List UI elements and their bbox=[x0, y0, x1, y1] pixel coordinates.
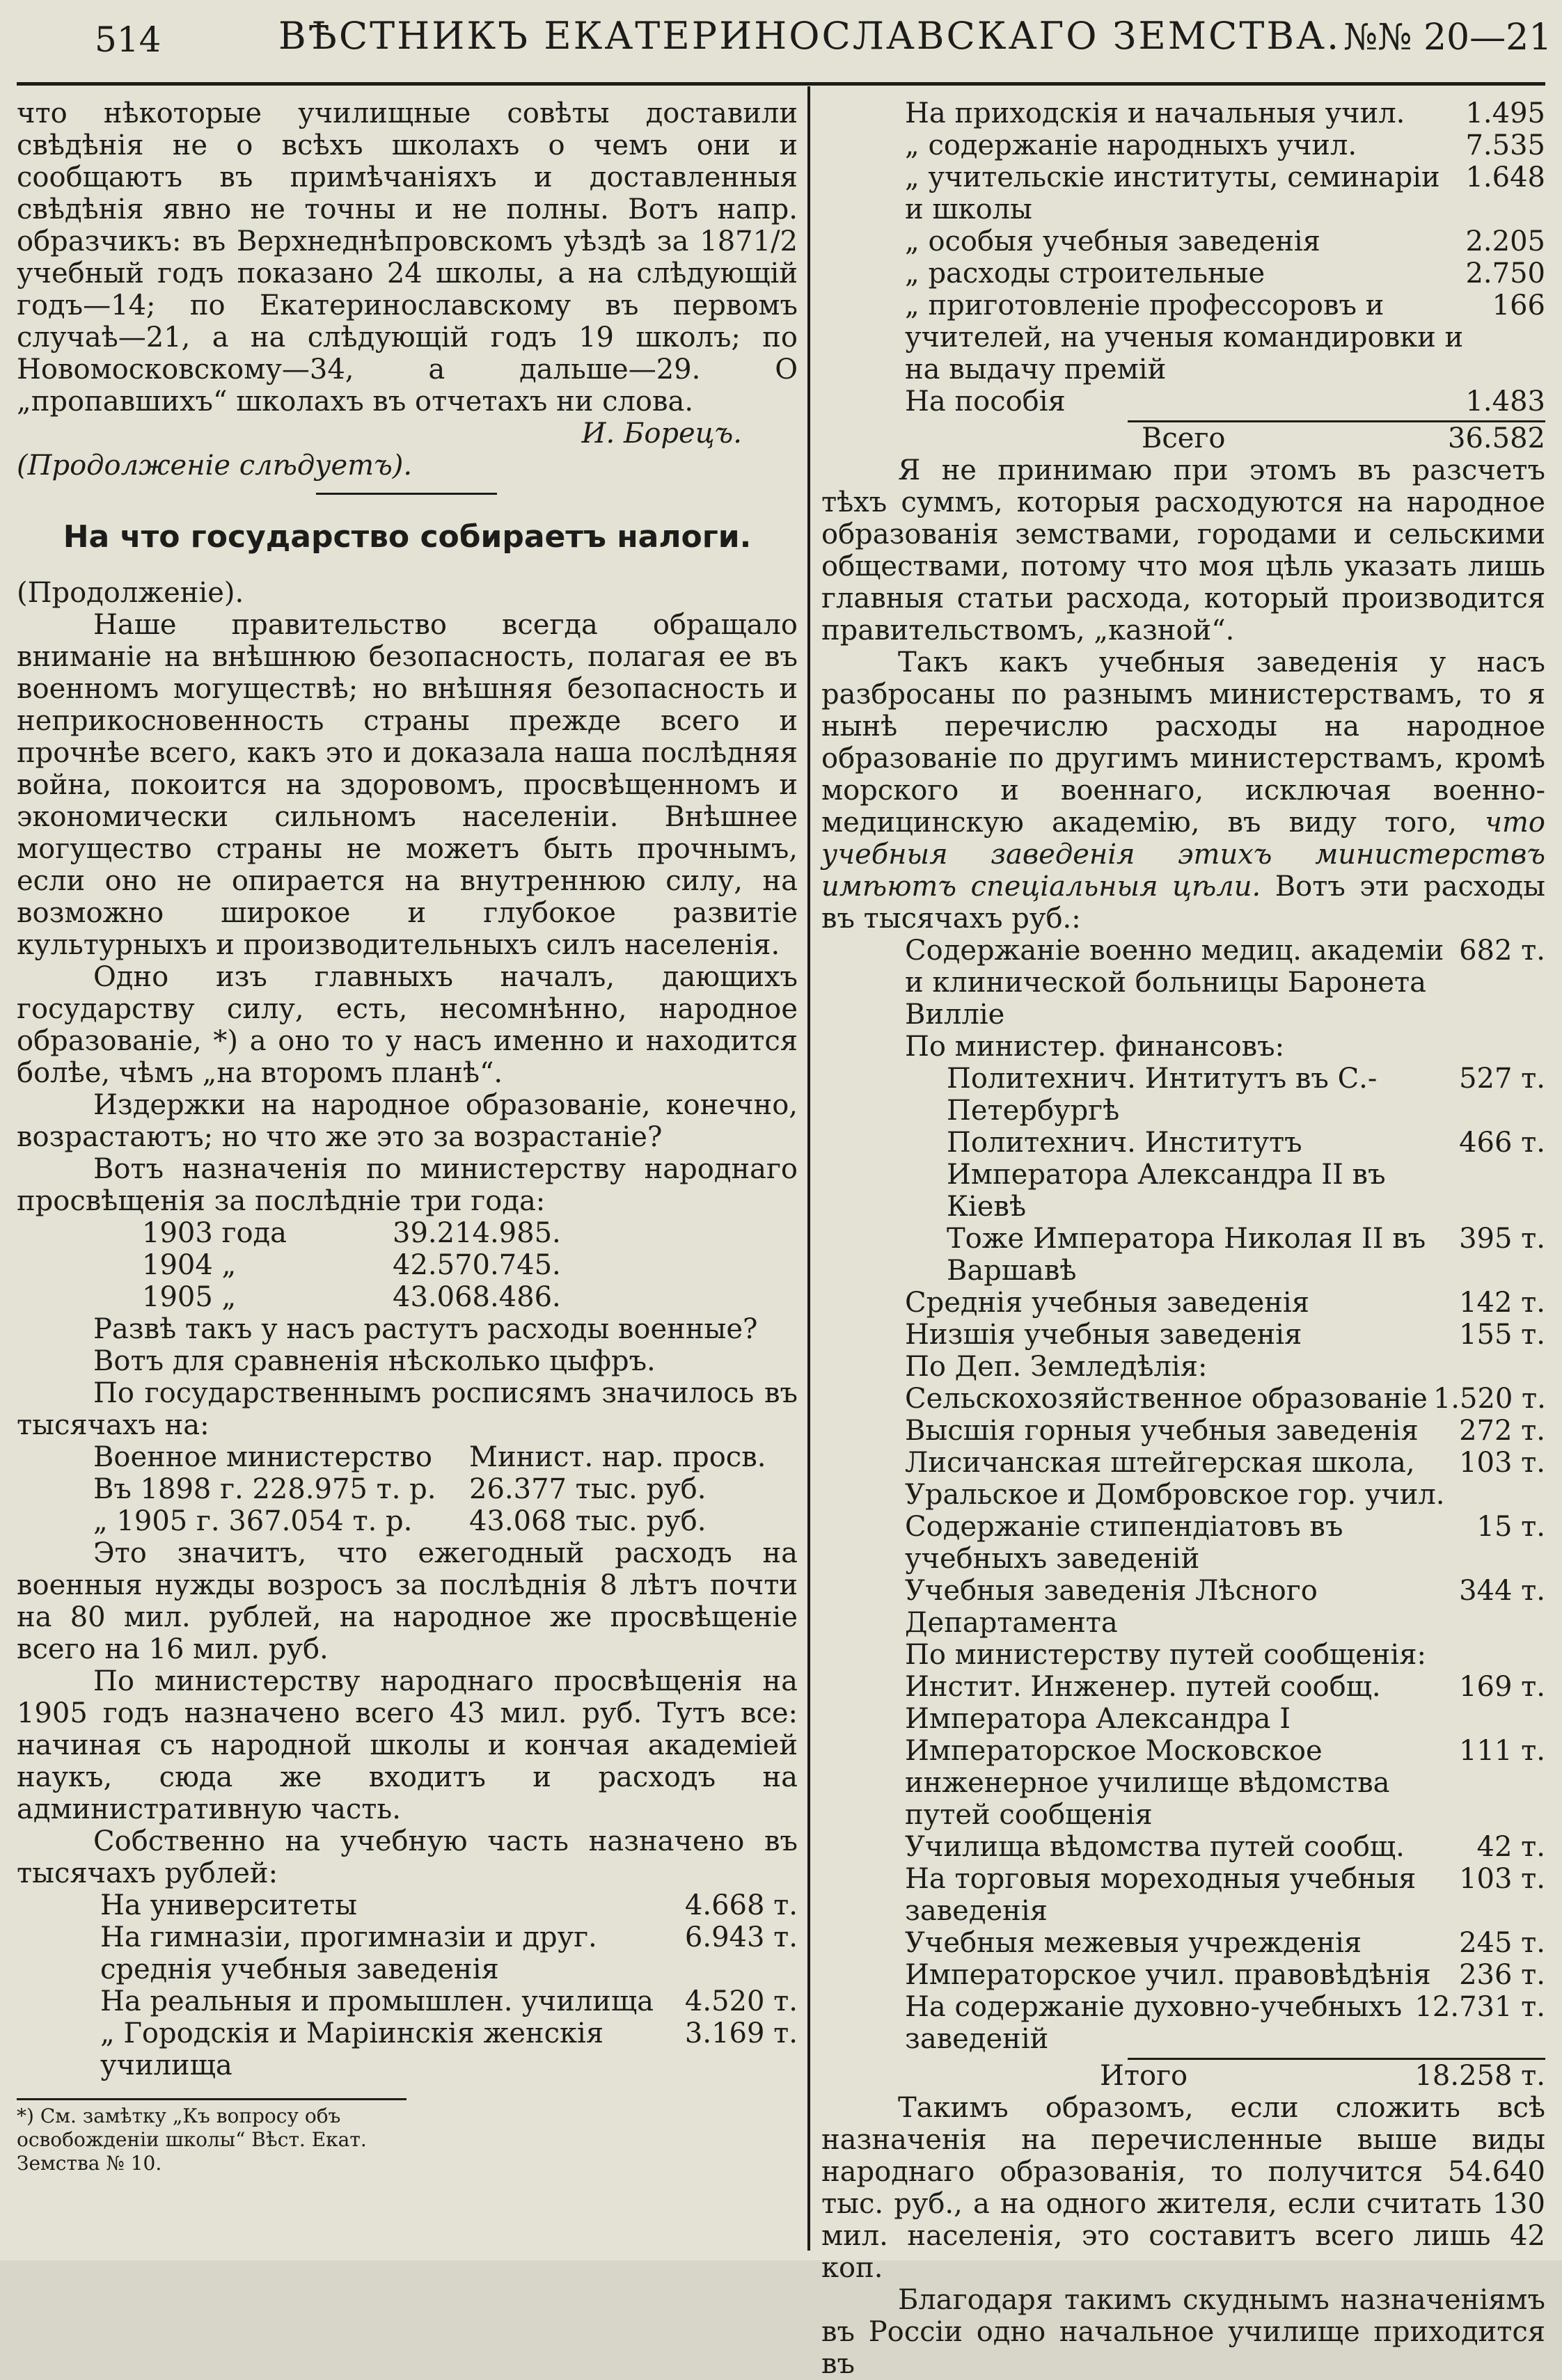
table-row: Въ 1898 г. 228.975 т. р. 26.377 тыс. руб. bbox=[93, 1473, 707, 1505]
paragraph: По государственнымъ росписямъ значилось въ тысячахъ на: bbox=[17, 1377, 798, 1441]
list-item: „ приготовленіе профессоровъ и учителей, на ученыя командировки и на выдачу премій 166 bbox=[905, 289, 1545, 386]
column-divider bbox=[807, 86, 810, 2251]
paragraph: По министерству народнаго просвѣщенія на 1905 годъ назначено всего 43 мил. руб. Тутъ все: начиная съ народной школы и кончая академiей наукъ, сюда же входитъ и расходъ на административную часть. bbox=[17, 1665, 798, 1825]
list-item: „ особыя учебныя заведенія 2.205 bbox=[905, 225, 1545, 257]
table-row: „ 1905 г. 367.054 т. р. 43.068 тыс. руб. bbox=[93, 1505, 707, 1537]
table-header: Военное министерство Минист. нар. просв. bbox=[93, 1441, 766, 1473]
article-subtitle: (Продолженіе). bbox=[17, 577, 244, 609]
list-heading: По Деп. Земледѣлія: bbox=[905, 1351, 1208, 1383]
author-signature: И. Борецъ. bbox=[581, 418, 742, 450]
list-item: На университеты 4.668 т. bbox=[100, 1889, 798, 1921]
list-item: Инстит. Инженер. путей сообщ. Императора Александра I 169 т. bbox=[905, 1671, 1545, 1735]
list-item: На реальныя и промышлен. училища 4.520 т. bbox=[100, 1985, 798, 2017]
article-title: На что государство собираетъ налоги. bbox=[63, 519, 752, 555]
comparison-table bbox=[17, 1441, 798, 1537]
short-rule bbox=[316, 493, 497, 495]
budget-list-continued bbox=[821, 97, 1545, 454]
paragraph: Собственно на учебную часть назначено въ тысячахъ рублей: bbox=[17, 1825, 798, 1889]
list-item: На гимназіи, прогимназіи и друг. среднія учебныя заведенія 6.943 т. bbox=[100, 1921, 798, 1985]
list-item: „ расходы строительные 2.750 bbox=[905, 257, 1545, 289]
intro-paragraph: что нѣкоторые училищные совѣты доставили свѣдѣнія не о всѣхъ школахъ о чемъ они и сообщаютъ въ примѣчаніяхъ и доставленныя свѣдѣнія явно не точны и не полны. Вотъ напр. образчикъ: въ Верхнеднѣпровскомъ уѣздѣ за 1871/2 учебный годъ показано 24 школы, а на слѣдующій годъ—14; по Екатеринославскому въ первомъ случаѣ—21, а на слѣдующій годъ 19 школъ; по Новомосковскому—34, а дальше—29. О „пропавшихъ“ школахъ въ отчетахъ ни слова. bbox=[17, 97, 798, 418]
paragraph: Я не принимаю при этомъ въ разсчетъ тѣхъ суммъ, которыя расходуются на народное образованія земствами, городами и сельскими обществами, потому что моя цѣль указать лишь главныя статьи расхода, который производится правительствомъ, „казной“. bbox=[821, 454, 1545, 646]
list-item: Среднія учебныя заведенія 142 т. bbox=[905, 1287, 1545, 1319]
paragraph: Издержки на народное образованіе, конечно, возрастаютъ; но что же это за возрастаніе? bbox=[17, 1089, 798, 1153]
list-item: Тоже Императора Николая II въ Варшавѣ 395 т. bbox=[947, 1223, 1545, 1287]
issue-number: №№ 20—21 bbox=[1343, 17, 1552, 58]
paragraph: Такимъ образомъ, если сложить всѣ назначенія на перечисленные выше виды народнаго образованія, то получится 54.640 тыс. руб., а на одного жителя, если считать 130 мил. населенія, это составитъ всего лишь 42 коп. bbox=[821, 2092, 1545, 2284]
paragraph: Вотъ для сравненія нѣсколько цыфръ. bbox=[93, 1345, 656, 1377]
list-item: Императорское Московское инженерное училище вѣдомства путей сообщенія 111 т. bbox=[905, 1735, 1545, 1831]
list-item: Императорское учил. правовѣдѣнія 236 т. bbox=[905, 1959, 1545, 1991]
list-item: „ учительскіе институты, семинаріи и школы 1.648 bbox=[905, 161, 1545, 225]
list-item: Учебныя межевыя учрежденія 245 т. bbox=[905, 1927, 1545, 1959]
list-item: „ содержаніе народныхъ учил. 7.535 bbox=[905, 129, 1545, 161]
years-table bbox=[17, 1217, 798, 1313]
page-number: 514 bbox=[95, 19, 161, 60]
list-item: Содержаніе стипендіатовъ въ учебныхъ заведеній 15 т. bbox=[905, 1511, 1545, 1575]
paragraph: Это значитъ, что ежегодный расходъ на военныя нужды возросъ за послѣднія 8 лѣтъ почти на 80 мил. рублей, на народное же просвѣщеніе всего на 16 мил. руб. bbox=[17, 1537, 798, 1665]
journal-title: ВѢСТНИКЪ ЕКАТЕРИНОСЛАВСКАГО ЗЕМСТВА. bbox=[278, 14, 1341, 58]
list-item: „ Городскія и Маріинскія женскія училища 3.169 т. bbox=[100, 2017, 798, 2081]
footnote: *) См. замѣтку „Къ вопросу объ освобожденіи школы“ Вѣст. Екат. Земства № 10. bbox=[17, 2098, 407, 2175]
list-heading: По министерству путей сообщенія: bbox=[905, 1639, 1426, 1671]
year-row: 1904 „ 42.570.745. bbox=[142, 1249, 561, 1281]
paragraph: Благодаря такимъ скуднымъ назначеніямъ въ Россіи одно начальное училище приходится въ bbox=[821, 2284, 1545, 2380]
list-item: Лисичанская штейгерская школа, Уральское и Домбровское гор. учил. 103 т. bbox=[905, 1447, 1545, 1511]
list-item: Политехнич. Интитутъ въ С.-Петербургѣ 527 т. bbox=[947, 1063, 1545, 1127]
continued-note: (Продолженіе слѣдуетъ). bbox=[17, 450, 413, 482]
list-item: Сельскохозяйственное образованіе 1.520 т. bbox=[905, 1383, 1546, 1415]
right-column bbox=[821, 97, 1546, 2380]
paragraph: Одно изъ главныхъ началъ, дающихъ государству силу, есть, несомнѣнно, народное образованіе, *) а оно то у насъ именно и находится болѣе, чѣмъ „на второмъ планѣ“. bbox=[17, 961, 798, 1089]
total-row: Всего 36.582 bbox=[1142, 422, 1545, 454]
list-item: Политехнич. Институтъ Императора Александра II въ Кіевѣ 466 т. bbox=[947, 1127, 1545, 1223]
list-heading: По министер. финансовъ: bbox=[905, 1031, 1285, 1063]
list-item: На торговыя мореходныя учебныя заведенія 103 т. bbox=[905, 1863, 1545, 1927]
list-item: Содержаніе военно медиц. академіи и клинической больницы Баронета Виллiе 682 т. bbox=[905, 935, 1545, 1031]
list-item: Высшія горныя учебныя заведенія 272 т. bbox=[905, 1415, 1545, 1447]
paragraph: Наше правительство всегда обращало вниманіе на внѣшнюю безопасность, полагая ее въ военномъ могуществѣ; но внѣшняя безопасность и неприкосновенность страны прежде всего и прочнѣе всего, какъ это и доказала наша послѣдняя война, покоится на здоровомъ, просвѣщенномъ и экономически сильномъ населеніи. Внѣшнее могущество страны не можетъ быть прочнымъ, если оно не опирается на внутреннюю силу, на возможно широкое и глубокое развитіе культурныхъ и производительныхъ силъ населенія. bbox=[17, 609, 798, 961]
list-item: Училища вѣдомства путей сообщ. 42 т. bbox=[905, 1831, 1545, 1863]
list-item: На содержаніе духовно-учебныхъ заведеній 12.731 т. bbox=[905, 1991, 1545, 2055]
left-column bbox=[17, 97, 798, 2248]
list-item: Учебныя заведенія Лѣсного Департамента 344 т. bbox=[905, 1575, 1545, 1639]
year-row: 1905 „ 43.068.486. bbox=[142, 1281, 561, 1313]
italic-phrase: что учебныя заведенія этихъ министерствъ имѣютъ спеціальныя цѣли. bbox=[821, 807, 1545, 903]
year-row: 1903 года 39.214.985. bbox=[142, 1217, 561, 1249]
header-rule bbox=[17, 82, 1545, 86]
ministries-list bbox=[821, 935, 1545, 2092]
budget-list bbox=[17, 1889, 798, 2081]
paragraph: Вотъ назначенія по министерству народнаго просвѣщенія за послѣдніе три года: bbox=[17, 1153, 798, 1217]
paragraph: Развѣ такъ у насъ растутъ расходы военные? bbox=[93, 1313, 758, 1345]
list-item: Низшія учебныя заведенія 155 т. bbox=[905, 1319, 1545, 1351]
list-item: На пособія 1.483 bbox=[905, 386, 1545, 418]
list-item: На приходскія и начальныя учил. 1.495 bbox=[905, 97, 1545, 129]
paragraph: Такъ какъ учебныя заведенія у насъ разбросаны по разнымъ министерствамъ, то я нынѣ перечислю расходы на народное образованіе по другимъ министерствамъ, кромѣ морского и военнаго, исключая военно-медицинскую академію, въ виду того, что учебныя заведенія этихъ министерствъ имѣютъ спеціальныя цѣли. Вотъ эти расходы въ тысячахъ руб.: bbox=[821, 646, 1545, 935]
page-header bbox=[0, 0, 1562, 82]
total-row: Итого 18.258 т. bbox=[1100, 2060, 1545, 2092]
